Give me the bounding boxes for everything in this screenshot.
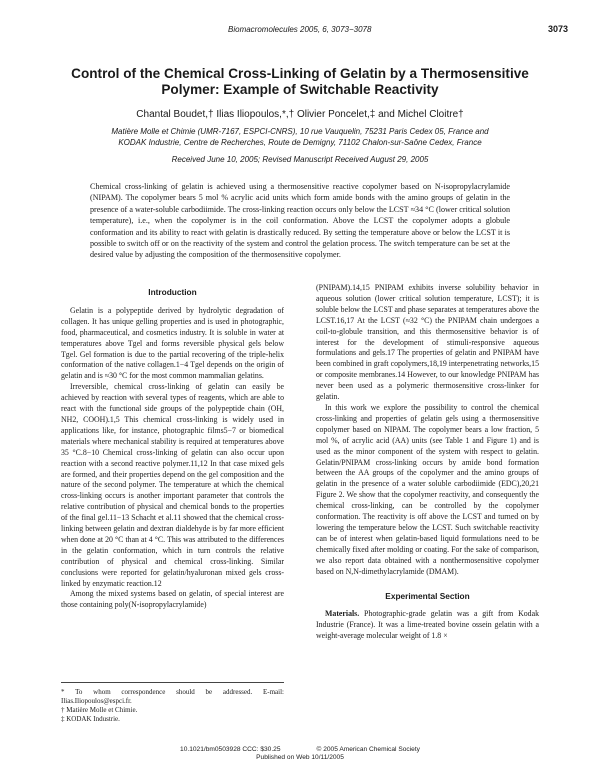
page-footer (0, 746, 600, 762)
journal-citation: Biomacromolecules 2005, 6, 3073−3078 (228, 25, 372, 34)
right-column (316, 283, 539, 642)
affiliation-1: Matière Molle et Chimie (UMR-7167, ESPCI-CNRS), 10 rue Vauquelin, 75231 Paris Cedex 05, France and (111, 127, 489, 136)
materials-text: Photographic-grade gelatin was a gift from Kodak Industrie (France). It was a lime-treated bovine ossein gelatin with a weight-average molecular weight of 1.8 × (316, 609, 539, 641)
footnote-affiliation-1: † Matière Molle et Chimie. (61, 705, 138, 714)
abstract: Chemical cross-linking of gelatin is achieved using a thermosensitive reactive copolymer based on N-isopropylacrylamide (NIPAM). The copolymer bears 5 mol % acrylic acid units which form amide bonds with the amino groups of gelatin in the presence of a water-soluble carbodiimide. The cross-linking reaction occurs only below the LCST ≈34 °C (lower critical solution temperature), i.e., when the copolymer is in the coil conformation. Above the LCST the copolymer adopts a globule conformation and its ability to react with gelatin is drastically reduced. By setting the temperature above or below the LCST it is possible to switch off or on the reactivity of the system and control the gelation process. The switch temperature can be set at the desired value by adjusting the composition of the thermosensitive copolymer. (90, 182, 510, 260)
footnote-correspondence: * To whom correspondence should be addressed. E-mail: Ilias.Iliopoulos@espci.fr. (61, 688, 284, 705)
materials-label: Materials. (325, 609, 360, 619)
paragraph: Among the mixed systems based on gelatin, of special interest are those containing poly(N-isopropylacrylamide) (61, 589, 284, 610)
article-title: Control of the Chemical Cross-Linking of Gelatin by a Thermosensitive Polymer: Example of Switchable Reactivity (71, 66, 529, 97)
author-list: Chantal Boudet,† Ilias Iliopoulos,*,† Olivier Poncelet,‡ and Michel Cloitre† (136, 109, 464, 120)
published-line: Published on Web 10/11/2005 (256, 754, 344, 761)
footnotes (61, 682, 284, 724)
running-head (0, 24, 600, 38)
left-column (61, 283, 284, 611)
received-dates: Received June 10, 2005; Revised Manuscript Received August 29, 2005 (171, 155, 429, 164)
footnote-affiliation-2: ‡ KODAK Industrie. (61, 714, 120, 723)
title-block (60, 66, 540, 165)
materials-paragraph (316, 609, 539, 642)
paragraph: Irreversible, chemical cross-linking of gelatin can easily be achieved by reaction with several types of reagents, which are able to react with the functional side groups of the polypeptide chain (OH, NH2, COOH).1,5 This chemical cross-linking is widely used in applications like, for instance, photographic films5−7 or biomedical materials where mechanical stability is required at temperatures above 35 °C.8−10 Chemical cross-linking of gelatin can also occur upon reaction with a second reactive polymer.11,12 In that case mixed gels are formed, and their properties depend on the gel composition and the nature of the second polymer. The temperature at which the chemical cross-linking occurs is another important parameter that controls the relative contribution of physical and chemical bonds to the properties of the final gel.11−13 Schacht et al.11 showed that the chemical cross-linking between gelatin and dextran dialdehyde is by far more efficient when done at 20 °C than at 4 °C. This was attributed to the differences in the gelatin conformation, which in turn controls the relative contribution of physical and chemical cross-linking. Similar conclusions were reported for gelatin/hyaluronan mixed gels cross-linked by enzymatic reaction.12 (61, 382, 284, 588)
experimental-heading: Experimental Section (385, 591, 470, 602)
doi-line: 10.1021/bm0503928 CCC: $30.25 (180, 746, 281, 753)
introduction-heading: Introduction (148, 287, 197, 297)
paragraph: In this work we explore the possibility to control the chemical cross-linking and properties of gelatin gels using a thermosensitive copolymer based on NIPAM. The copolymer bears a low fraction, 5 mol %, of acrylic acid (AA) units (see Table 1 and Figure 1) and is used as the minor component of the system with respect to gelatin. Gelatin/PNIPAM cross-linking occurs by amide bond formation between the AA groups of the copolymer and the amino groups of gelatin in the presence of a water soluble carbodiimide (EDC),20,21 Figure 2. We show that the copolymer reactivity, and consequently the chemical cross-linking, can be controlled by the copolymer conformation. The reactivity is off above the LCST and turned on by lowering the temperature below the LCST. Such switchable reactivity can be of interest when gelatin-based liquid formulations need to be chemically fixed after molding or coating. For the sake of comparison, we also report data obtained with a nonthermosensitive copolymer based on N,N-dimethylacrylamide (DMAM). (316, 402, 539, 576)
affiliation-2: KODAK Industrie, Centre de Recherches, Route de Demigny, 71102 Chalon-sur-Saône Cedex, France (118, 138, 482, 147)
copyright-line: © 2005 American Chemical Society (316, 746, 420, 753)
paragraph: Gelatin is a polypeptide derived by hydrolytic degradation of collagen. It has unique gelling properties and is used in photographic, food, pharmaceutical, and cosmetics industry. It is soluble in water at temperatures above Tgel and forms reversible physical gels below Tgel. Gel formation is due to the partial recovering of the triple-helix conformation of the native collagen.1−4 Tgel depends on the origin of gelatin and is ≈30 °C for the most common mammalian gelatins. (61, 305, 284, 381)
page-number: 3073 (547, 24, 568, 34)
paragraph: (PNIPAM).14,15 PNIPAM exhibits inverse solubility behavior in aqueous solution (lower critical solution temperature, LCST); it is soluble below the LCST and phase separates at temperatures above the LCST.16,17 At the LCST (≈32 °C) the PNIPAM chain undergoes a coil-to-globule transition, and this thermosensitive behavior is of interest for the development of stimuli-responsive aqueous formulations and gels.17 The properties of gelatin and PNIPAM have been combined in graft copolymers,18,19 interpenetrating networks,15 or composite membranes.14 However, to our knowledge PNIPAM has never been used as a polymeric thermosensitive cross-linker for gelatin. (316, 283, 539, 402)
